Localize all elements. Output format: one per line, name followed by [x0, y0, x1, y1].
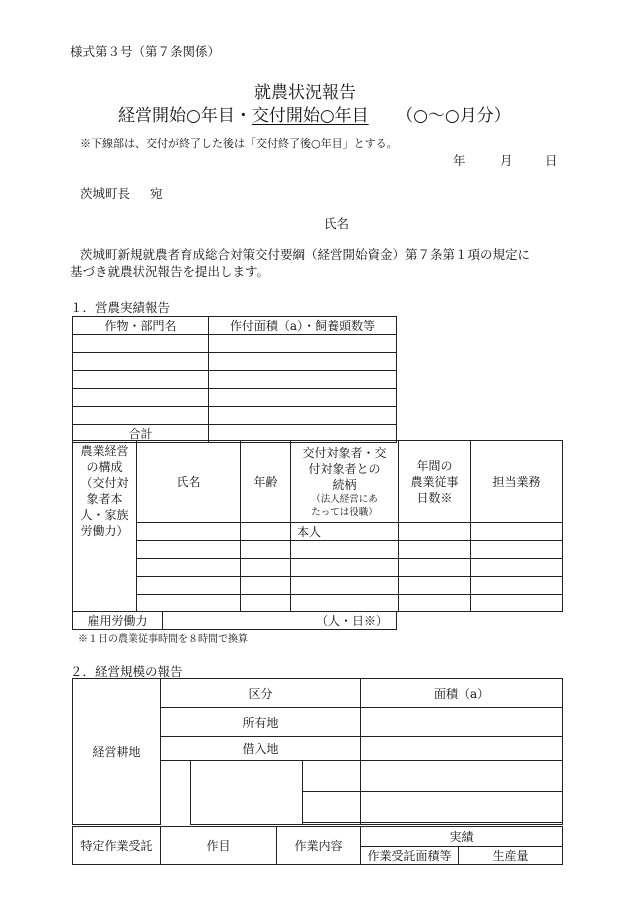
col-name: 氏名: [137, 441, 241, 523]
col-age: 年齢: [241, 441, 291, 523]
self-label: 本人: [291, 523, 399, 541]
leased-detail-c[interactable]: [303, 823, 361, 825]
role-cell[interactable]: [471, 559, 563, 577]
farmland-label: 経営耕地: [73, 679, 161, 825]
labor-table: [72, 440, 563, 612]
days-cell[interactable]: [399, 559, 471, 577]
farmland-area-header: 面積（a）: [361, 679, 563, 708]
age-cell[interactable]: [241, 577, 291, 595]
leased-spacer: [161, 761, 191, 825]
area-cell[interactable]: [209, 389, 397, 407]
results-header: 実績: [361, 827, 563, 847]
age-cell[interactable]: [241, 595, 291, 612]
name-cell[interactable]: [137, 523, 241, 541]
leased-detail-area-a[interactable]: [361, 761, 563, 792]
owned-area[interactable]: [361, 708, 563, 737]
body-line-2: 基づき就農状況報告を提出します。: [70, 264, 270, 279]
subtitle-prefix: 経営開始○年目・: [118, 106, 252, 126]
area-cell[interactable]: [209, 407, 397, 425]
category-header: 区分: [161, 679, 361, 708]
form-number: 様式第３号（第７条関係）: [70, 44, 221, 59]
days-cell[interactable]: [399, 595, 471, 612]
relation-cell[interactable]: [291, 559, 399, 577]
age-cell[interactable]: [241, 523, 291, 541]
role-cell[interactable]: [471, 541, 563, 559]
col-days: 年間の 農業従事 日数※: [399, 441, 471, 523]
production-col: 生産量: [459, 847, 563, 865]
body-line-1: 茨城町新規就農者育成総合対策交付要綱（経営開始資金）第７条第１項の規定に: [80, 247, 531, 262]
date-year: 年: [453, 153, 466, 168]
contract-work-col: 作業内容: [277, 827, 361, 865]
subtitle-underlined: 交付開始○年目: [251, 106, 369, 126]
labor-footnote: ※１日の農業従事時間を８時間で換算: [78, 634, 248, 645]
relation-cell[interactable]: [291, 541, 399, 559]
labor-side-label: 農業経営 の構成 （交付対 象者本 人・家族 労働力）: [73, 441, 137, 612]
area-header: 作付面積（a）・飼養頭数等: [209, 317, 397, 335]
underline-note: ※下線部は、交付が終了した後は「交付終了後○年目」とする。: [80, 137, 398, 150]
signer-label: 氏名: [324, 216, 350, 231]
hired-value[interactable]: [163, 612, 397, 630]
contract-label: 特定作業受託: [73, 827, 161, 865]
farmland-table: [72, 678, 563, 825]
addressee-suffix: 宛: [150, 186, 163, 201]
leased-area[interactable]: [361, 737, 563, 761]
date-day: 日: [545, 153, 558, 168]
section2-heading: ２．経営規模の報告: [70, 664, 183, 679]
crop-header: 作物・部門名: [73, 317, 209, 335]
col-role: 担当業務: [471, 441, 563, 523]
crop-cell[interactable]: [73, 371, 209, 389]
age-cell[interactable]: [241, 559, 291, 577]
days-cell[interactable]: [399, 523, 471, 541]
section1-heading: １．営農実績報告: [70, 300, 171, 315]
crop-cell[interactable]: [73, 407, 209, 425]
name-cell[interactable]: [137, 541, 241, 559]
relation-cell[interactable]: [291, 577, 399, 595]
leased-detail-area-b[interactable]: [361, 792, 563, 823]
name-cell[interactable]: [137, 559, 241, 577]
addressee-name: 茨城町長: [80, 186, 131, 201]
crop-cell[interactable]: [73, 389, 209, 407]
role-cell[interactable]: [471, 577, 563, 595]
contract-area-col: 作業受託面積等: [361, 847, 459, 865]
contract-table: [72, 826, 563, 865]
area-cell[interactable]: [209, 335, 397, 353]
days-cell[interactable]: [399, 577, 471, 595]
leased-detail-name[interactable]: [191, 761, 303, 825]
hired-labor-table: [72, 611, 397, 630]
addressee: [80, 184, 163, 202]
leased-detail-a[interactable]: [303, 761, 361, 792]
crop-cell[interactable]: [73, 335, 209, 353]
crop-table: [72, 316, 397, 443]
leased-label: 借入地: [161, 737, 361, 761]
subtitle-period: （○～○月分）: [396, 106, 511, 126]
leased-detail-b[interactable]: [303, 792, 361, 823]
name-cell[interactable]: [137, 595, 241, 612]
area-cell[interactable]: [209, 371, 397, 389]
contract-crop-col: 作目: [161, 827, 277, 865]
hired-unit: （人・日※）: [315, 614, 388, 628]
role-cell[interactable]: [471, 523, 563, 541]
name-cell[interactable]: [137, 577, 241, 595]
relation-cell[interactable]: [291, 595, 399, 612]
date-month: 月: [500, 153, 513, 168]
owned-label: 所有地: [161, 708, 361, 737]
role-cell[interactable]: [471, 595, 563, 612]
hired-label: 雇用労働力: [73, 612, 163, 630]
crop-cell[interactable]: [73, 353, 209, 371]
leased-detail-area-c[interactable]: [361, 823, 563, 825]
area-cell[interactable]: [209, 353, 397, 371]
total-label: 合計: [73, 425, 209, 443]
age-cell[interactable]: [241, 541, 291, 559]
document-title: 就農状況報告: [254, 83, 356, 103]
col-relation: 交付対象者・交 付対象者との 続柄 （法人経営にあ たっては役職）: [291, 441, 399, 523]
document-subtitle: [118, 101, 511, 126]
days-cell[interactable]: [399, 541, 471, 559]
